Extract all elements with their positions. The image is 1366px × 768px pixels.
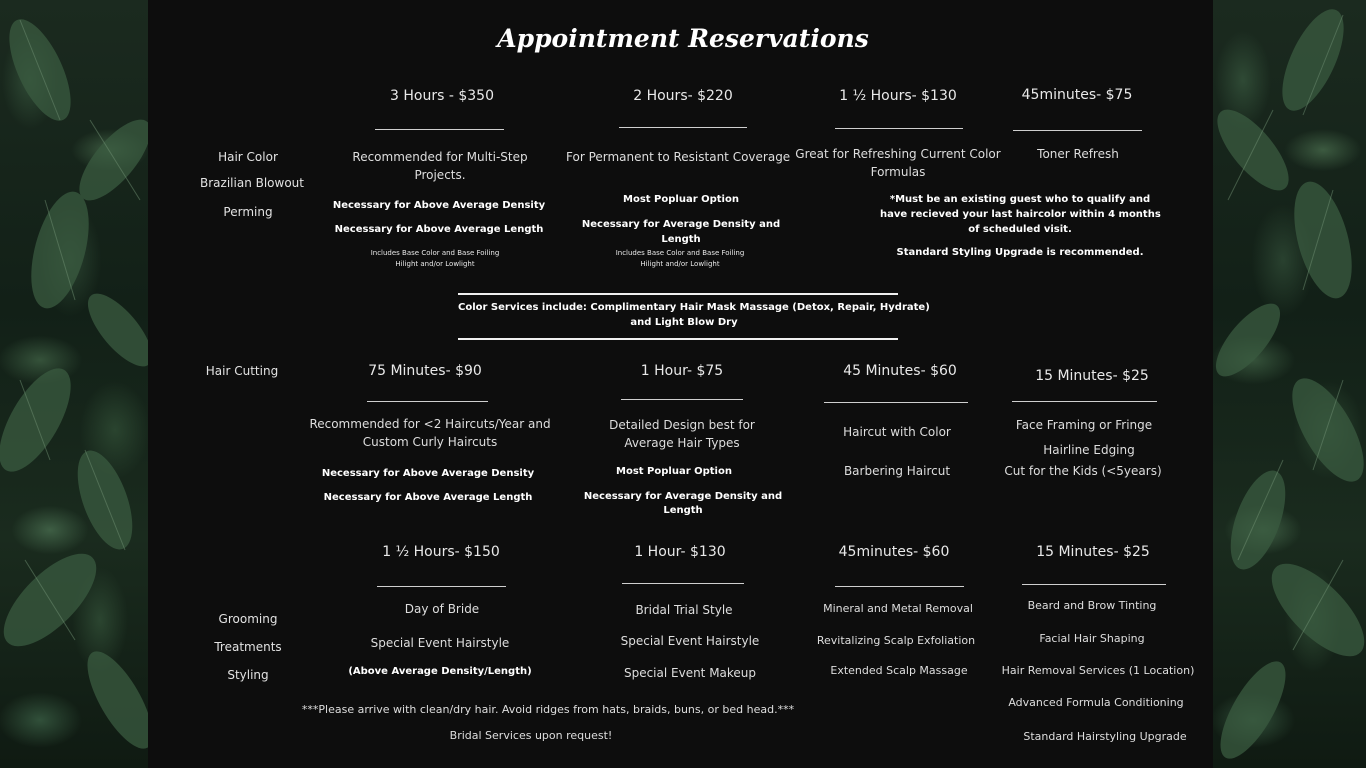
cut-desc-1b: Custom Curly Haircuts xyxy=(362,435,498,449)
category-hair-color: Hair Color xyxy=(218,150,278,164)
cut-desc-1a: Recommended for <2 Haircuts/Year and xyxy=(309,417,551,431)
divider xyxy=(377,586,506,587)
left-leaf-background xyxy=(0,0,148,768)
groom-item-3a: Mineral and Metal Removal xyxy=(823,602,973,615)
color-price-1: 3 Hours - $350 xyxy=(390,88,494,104)
color-note-2a: Most Popluar Option xyxy=(623,194,739,205)
category-hair-cutting: Hair Cutting xyxy=(205,364,279,378)
divider xyxy=(835,128,963,129)
banner-top-rule xyxy=(458,293,898,295)
color-banner-line-1: Color Services include: Complimentary Hair Mask Massage (Detox, Repair, Hydrate) xyxy=(458,302,930,313)
groom-price-1: 1 ½ Hours- $150 xyxy=(382,544,500,560)
divider xyxy=(622,583,744,584)
cut-note-1b: Necessary for Above Average Length xyxy=(323,492,533,503)
color-price-3: 1 ½ Hours- $130 xyxy=(839,88,957,104)
groom-item-3c: Extended Scalp Massage xyxy=(830,664,968,677)
groom-price-4: 15 Minutes- $25 xyxy=(1036,544,1150,560)
groom-item-1a: Day of Bride xyxy=(404,602,480,616)
divider xyxy=(619,127,747,128)
cut-desc-2a: Detailed Design best for xyxy=(609,418,755,432)
right-leaf-background xyxy=(1213,0,1366,768)
color-desc-1a: Recommended for Multi-Step xyxy=(352,150,528,164)
color-desc-3a: Great for Refreshing Current Color xyxy=(795,147,1001,161)
toner-note-2: have recieved your last haircolor within 4 months xyxy=(880,209,1161,220)
page-title: Appointment Reservations xyxy=(497,24,869,53)
groom-item-2b: Special Event Hairstyle xyxy=(620,634,760,648)
divider xyxy=(367,401,488,402)
category-brazilian-blowout: Brazilian Blowout xyxy=(200,176,304,190)
cut-item-4b: Hairline Edging xyxy=(1043,443,1135,457)
groom-price-2: 1 Hour- $130 xyxy=(634,544,726,560)
color-price-2: 2 Hours- $220 xyxy=(633,88,733,104)
cut-note-2c: Length xyxy=(663,505,703,516)
cut-note-2b: Necessary for Average Density and xyxy=(583,491,783,502)
groom-item-3b: Revitalizing Scalp Exfoliation xyxy=(816,634,976,647)
color-fine-2a: Includes Base Color and Base Foiling xyxy=(615,249,745,257)
color-banner-line-2: and Light Blow Dry xyxy=(630,317,738,328)
cut-price-2: 1 Hour- $75 xyxy=(640,363,724,379)
cut-item-3b: Barbering Haircut xyxy=(843,464,951,478)
groom-item-4d: Advanced Formula Conditioning xyxy=(1008,696,1184,709)
bridal-note: Bridal Services upon request! xyxy=(449,729,613,742)
groom-item-4a: Beard and Brow Tinting xyxy=(1027,599,1157,612)
leaf-decoration-icon xyxy=(0,0,148,768)
category-styling: Styling xyxy=(227,668,269,682)
divider xyxy=(621,399,743,400)
leaf-decoration-icon xyxy=(1213,0,1366,768)
cut-desc-2b: Average Hair Types xyxy=(624,436,740,450)
color-fine-2b: Hilight and/or Lowlight xyxy=(640,260,720,268)
cut-price-1: 75 Minutes- $90 xyxy=(368,363,482,379)
groom-item-1b: Special Event Hairstyle xyxy=(370,636,510,650)
groom-item-1c: (Above Average Density/Length) xyxy=(348,666,532,677)
groom-item-4c: Hair Removal Services (1 Location) xyxy=(1001,664,1195,677)
cut-item-4a: Face Framing or Fringe xyxy=(1015,418,1153,432)
cut-item-3a: Haircut with Color xyxy=(843,425,951,439)
category-perming: Perming xyxy=(223,205,273,219)
cut-note-2a: Most Popluar Option xyxy=(616,466,732,477)
divider xyxy=(1013,130,1142,131)
color-desc-1b: Projects. xyxy=(414,168,466,182)
footer-note: ***Please arrive with clean/dry hair. Avoid ridges from hats, braids, buns, or bed head.*** xyxy=(301,703,795,716)
cut-price-3: 45 Minutes- $60 xyxy=(843,363,957,379)
divider xyxy=(835,586,964,587)
toner-note-3: of scheduled visit. xyxy=(968,224,1072,235)
color-note-2b: Necessary for Average Density and xyxy=(581,219,781,230)
groom-price-3: 45minutes- $60 xyxy=(838,544,950,560)
groom-item-4b: Facial Hair Shaping xyxy=(1039,632,1145,645)
cut-note-1a: Necessary for Above Average Density xyxy=(321,468,535,479)
divider xyxy=(1012,401,1157,402)
color-fine-1a: Includes Base Color and Base Foiling xyxy=(370,249,500,257)
cut-item-4c: Cut for the Kids (<5years) xyxy=(1004,464,1162,478)
category-treatments: Treatments xyxy=(214,640,282,654)
color-price-4: 45minutes- $75 xyxy=(1021,87,1133,103)
color-note-1b: Necessary for Above Average Length xyxy=(334,224,544,235)
color-fine-1b: Hilight and/or Lowlight xyxy=(395,260,475,268)
groom-item-2c: Special Event Makeup xyxy=(623,666,757,680)
cut-price-4: 15 Minutes- $25 xyxy=(1035,368,1149,384)
color-note-2c: Length xyxy=(661,234,701,245)
color-note-1a: Necessary for Above Average Density xyxy=(332,200,546,211)
groom-item-4e: Standard Hairstyling Upgrade xyxy=(1023,730,1187,743)
color-desc-4a: Toner Refresh xyxy=(1037,147,1119,161)
toner-note-1: *Must be an existing guest who to qualify and xyxy=(889,194,1151,205)
banner-bottom-rule xyxy=(458,338,898,340)
divider xyxy=(1022,584,1166,585)
category-grooming: Grooming xyxy=(218,612,278,626)
color-desc-3b: Formulas xyxy=(870,165,926,179)
groom-item-2a: Bridal Trial Style xyxy=(635,603,733,617)
toner-note-4: Standard Styling Upgrade is recommended. xyxy=(896,247,1144,258)
color-desc-2a: For Permanent to Resistant Coverage xyxy=(566,150,791,164)
divider xyxy=(375,129,504,130)
divider xyxy=(824,402,968,403)
